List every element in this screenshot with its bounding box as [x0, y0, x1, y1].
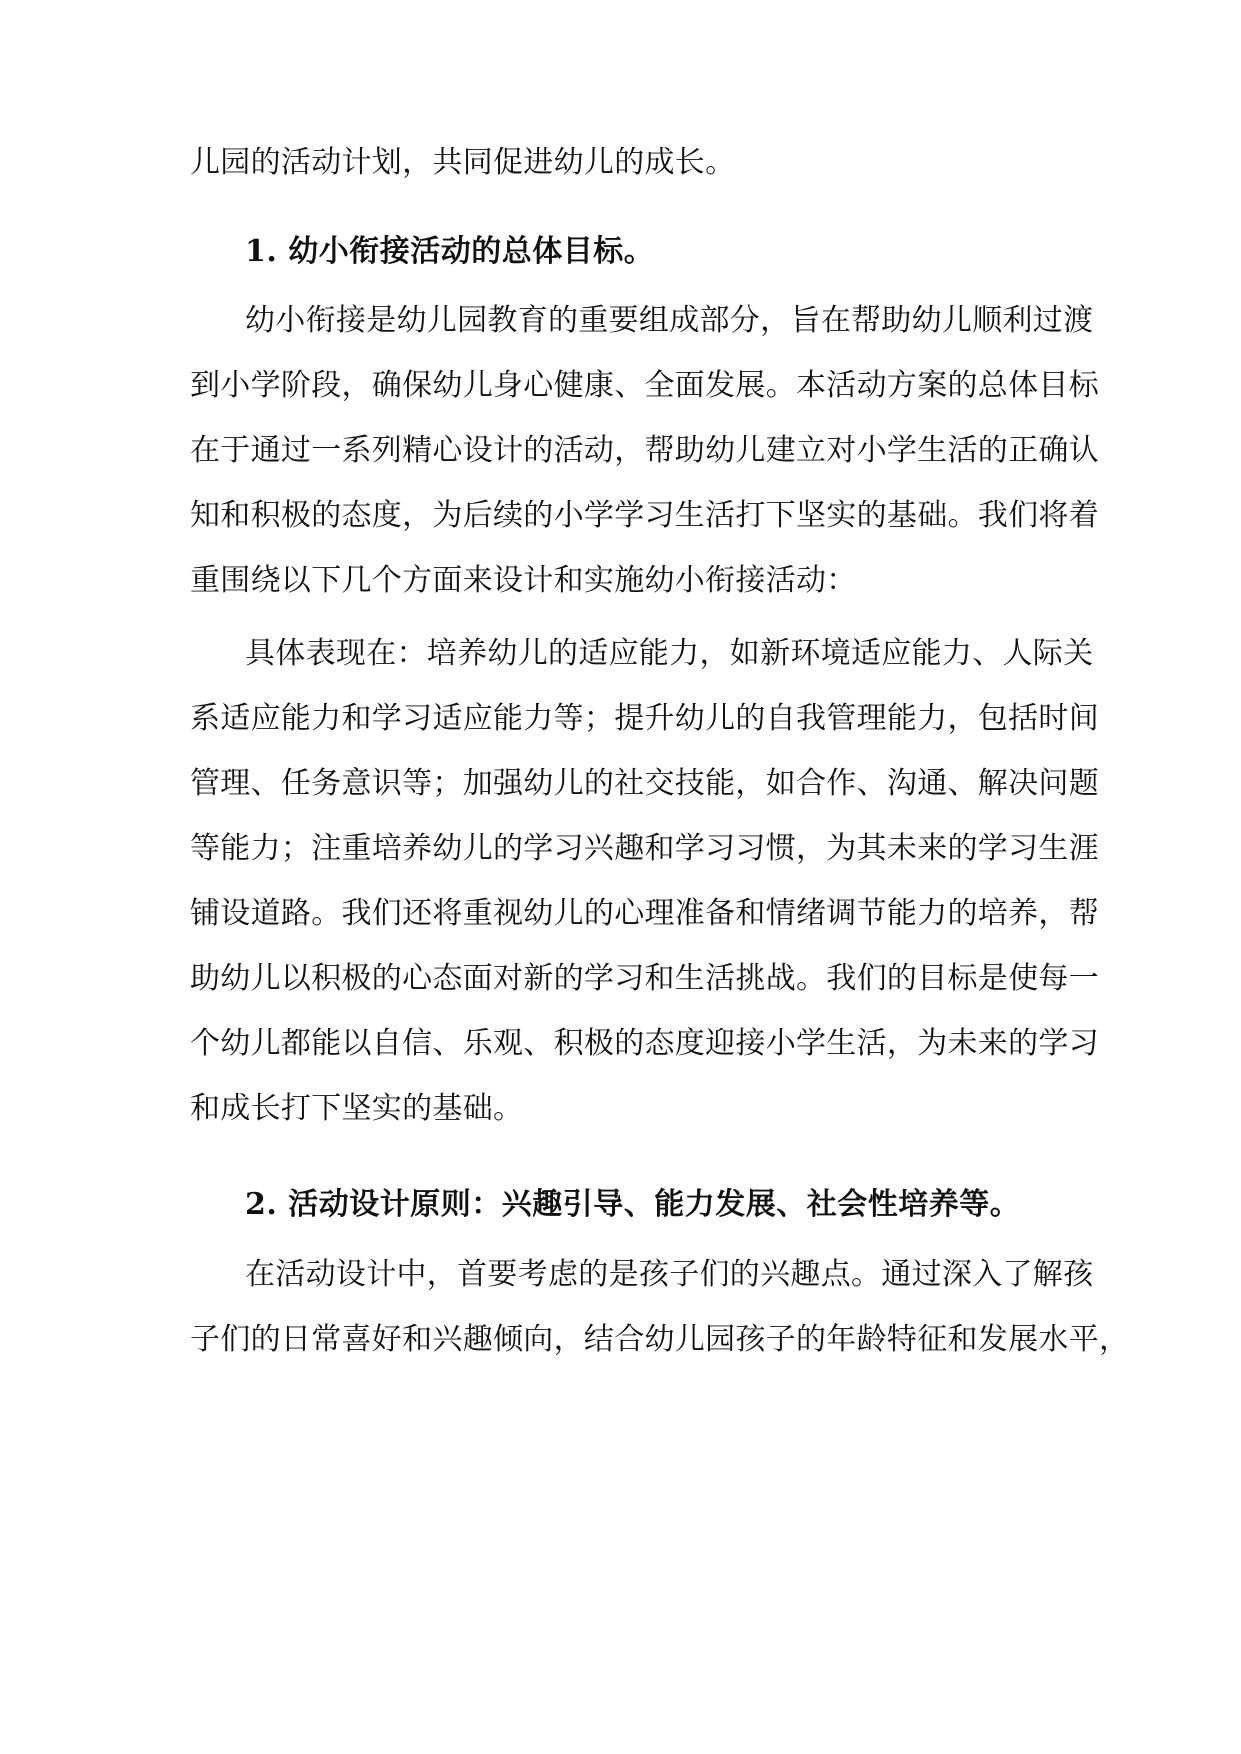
paragraph-line: 系适应能力和学习适应能力等；提升幼儿的自我管理能力，包括时间 — [190, 701, 1099, 736]
section-heading-2: 2. 活动设计原则：兴趣引导、能力发展、社会性培养等。 — [245, 1187, 1021, 1222]
paragraph-line: 幼小衔接是幼儿园教育的重要组成部分，旨在帮助幼儿顺利过渡 — [245, 303, 1094, 338]
paragraph-line: 知和积极的态度，为后续的小学学习生活打下坚实的基础。我们将着 — [190, 498, 1099, 533]
section-heading-1: 1. 幼小衔接活动的总体目标。 — [245, 234, 655, 269]
paragraph-line: 管理、任务意识等；加强幼儿的社交技能，如合作、沟通、解决问题 — [190, 766, 1099, 801]
paragraph-line: 到小学阶段，确保幼儿身心健康、全面发展。本活动方案的总体目标 — [190, 368, 1099, 403]
paragraph-line: 在活动设计中，首要考虑的是孩子们的兴趣点。通过深入了解孩 — [245, 1257, 1094, 1292]
paragraph-line: 具体表现在：培养幼儿的适应能力，如新环境适应能力、人际关 — [245, 636, 1094, 671]
paragraph-line: 等能力；注重培养幼儿的学习兴趣和学习习惯，为其未来的学习生涯 — [190, 831, 1099, 866]
paragraph-line: 和成长打下坚实的基础。 — [190, 1091, 524, 1126]
paragraph-line: 在于通过一系列精心设计的活动，帮助幼儿建立对小学生活的正确认 — [190, 433, 1099, 468]
paragraph-line: 重围绕以下几个方面来设计和实施幼小衔接活动： — [190, 563, 857, 598]
paragraph-line: 个幼儿都能以自信、乐观、积极的态度迎接小学生活，为未来的学习 — [190, 1026, 1099, 1061]
paragraph-line: 子们的日常喜好和兴趣倾向，结合幼儿园孩子的年龄特征和发展水平， — [190, 1322, 1130, 1357]
paragraph-line: 铺设道路。我们还将重视幼儿的心理准备和情绪调节能力的培养，帮 — [190, 896, 1099, 931]
paragraph-line: 助幼儿以积极的心态面对新的学习和生活挑战。我们的目标是使每一 — [190, 961, 1099, 996]
paragraph-line: 儿园的活动计划，共同促进幼儿的成长。 — [190, 145, 736, 180]
